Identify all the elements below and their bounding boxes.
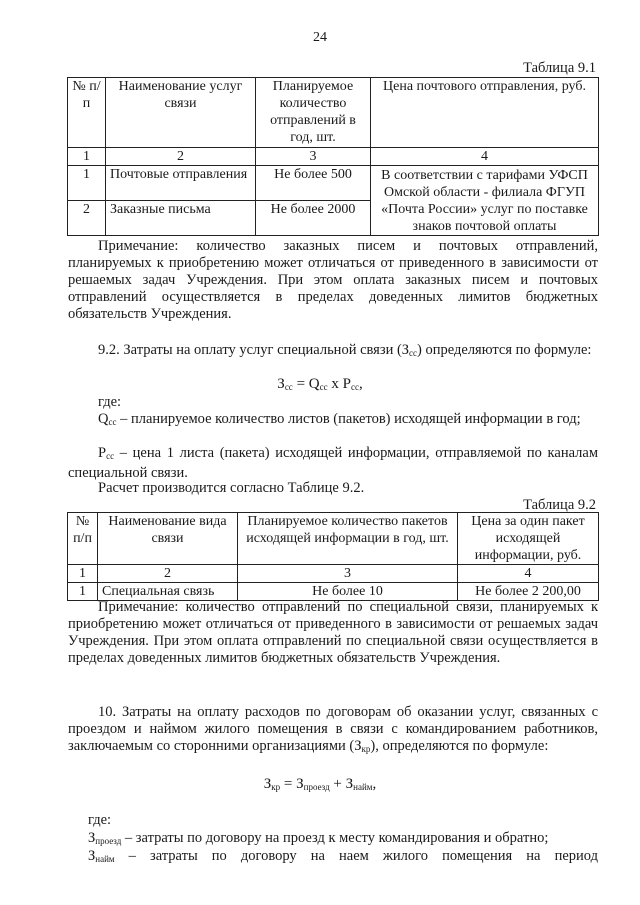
- header-cell: Планируемое количество пакетов исходящей информации в год, шт.: [238, 513, 458, 565]
- where-label: где:: [98, 394, 122, 410]
- planned-qty: Не более 10: [238, 583, 458, 601]
- definition-p: $P_{сс}$ – цена 1 листа (пакета) исходящей информации, отправляемой по каналам специальной связи.: [68, 445, 598, 481]
- where-label: где:: [88, 812, 112, 828]
- numbering-cell: 2: [106, 148, 256, 166]
- numbering-cell: 3: [256, 148, 371, 166]
- numbering-cell: 3: [238, 565, 458, 583]
- row-number: 2: [68, 201, 106, 236]
- service-name: Специальная связь: [98, 583, 238, 601]
- package-price: Не более 2 200,00: [458, 583, 599, 601]
- numbering-row: [68, 565, 599, 583]
- header-cell: Наименование услуг связи: [106, 78, 256, 148]
- numbering-cell: 2: [98, 565, 238, 583]
- numbering-cell: 4: [371, 148, 599, 166]
- header-cell: № п/п: [68, 513, 98, 565]
- page-number: 24: [313, 30, 327, 45]
- table-header-row: [68, 78, 599, 148]
- table-9-2-caption: Таблица 9.2: [523, 497, 596, 513]
- table-row: [68, 583, 599, 601]
- formula-special-comms: $З_{сс} = Q_{сс}$ x $P_{сс}$,: [277, 376, 363, 392]
- table-9-1: [67, 77, 599, 236]
- service-name: Заказные письма: [106, 201, 256, 236]
- table-9-1-caption: Таблица 9.1: [523, 60, 596, 76]
- definition-housing: $З_{найм}$ – затраты по договору на наем жилого помещения на период: [88, 848, 598, 864]
- table-row: [68, 166, 599, 201]
- numbering-cell: 1: [68, 148, 106, 166]
- definition-travel: $З_{проезд}$ – затраты по договору на проезд к месту командирования и обратно;: [88, 830, 549, 846]
- row-number: 1: [68, 166, 106, 201]
- header-cell: Планируемое количество отправлений в год, шт.: [256, 78, 371, 148]
- header-cell: Цена почтового отправления, руб.: [371, 78, 599, 148]
- postal-price: В соответствии с тарифами УФСП Омской области - филиала ФГУП «Почта России» услуг по поставке знаков почтовой оплаты: [371, 166, 599, 236]
- header-cell: Наименование вида связи: [98, 513, 238, 565]
- paragraph-9-2-intro: 9.2. Затраты на оплату услуг специальной связи $(З_{сс})$ определяются по формуле:: [98, 342, 592, 358]
- table-header-row: [68, 513, 599, 565]
- formula-business-trips: $З_{кр} = З_{проезд} + З_{найм}$,: [263, 776, 377, 792]
- definition-q: $Q_{сс}$ – планируемое количество листов (пакетов) исходящей информации в год;: [98, 411, 581, 427]
- header-cell: Цена за один пакет исходящей информации, руб.: [458, 513, 599, 565]
- service-name: Почтовые отправления: [106, 166, 256, 201]
- table-9-2: [67, 512, 599, 601]
- row-number: 1: [68, 583, 98, 601]
- paragraph-10-intro: 10. Затраты на оплату расходов по договорам об оказании услуг, связанных с проездом и наймом жилого помещения в связи с командированием работников, заключаемым со сторонними организациями $(З_{кр})$, определяются по формуле:: [68, 704, 598, 754]
- planned-qty: Не более 500: [256, 166, 371, 201]
- note-9-2: Примечание: количество отправлений по специальной связи, планируемых к приобретению может отличаться от приведенного в зависимости от решаемых задач Учреждения. При этом оплата отправлений по специальной связи осуществляется в пределах доведенных лимитов бюджетных обязательств Учреждения.: [68, 599, 598, 666]
- note-9-1: Примечание: количество заказных писем и почтовых отправлений, планируемых к приобретению может отличаться от приведенного в зависимости от решаемых задач Учреждения. При этом оплата заказных писем и почтовых отправлений осуществляется в пределах доведенных лимитов бюджетных обязательств Учреждения.: [68, 238, 598, 322]
- numbering-cell: 1: [68, 565, 98, 583]
- planned-qty: Не более 2000: [256, 201, 371, 236]
- numbering-cell: 4: [458, 565, 599, 583]
- calculation-reference: Расчет производится согласно Таблице 9.2.: [98, 480, 365, 496]
- numbering-row: [68, 148, 599, 166]
- header-cell: № п/п: [68, 78, 106, 148]
